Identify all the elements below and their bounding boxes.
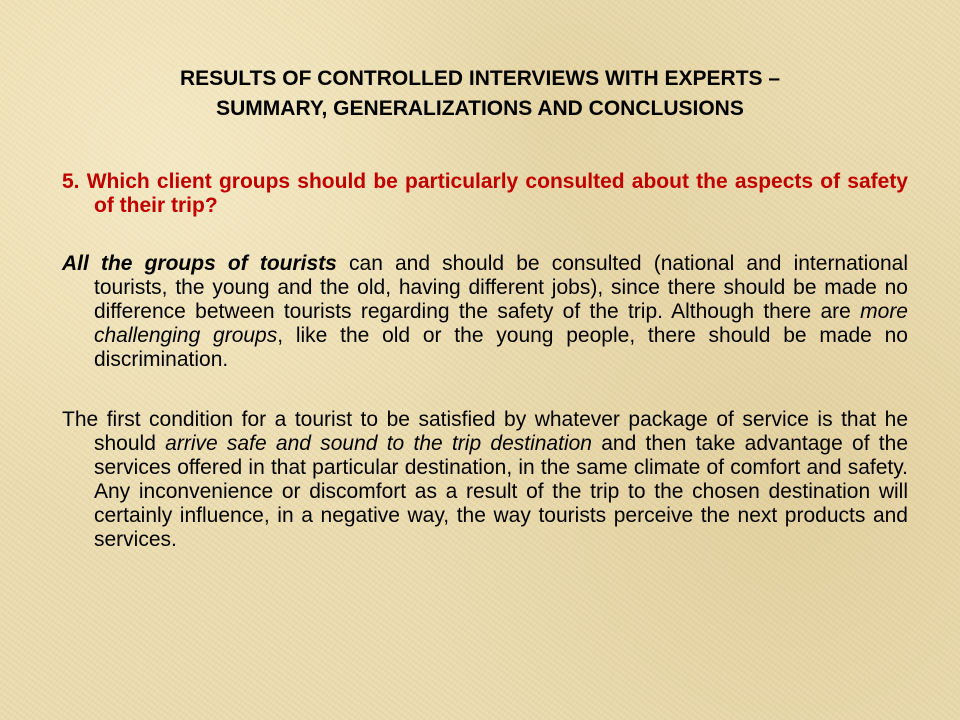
- question-text: 5. Which client groups should be particularly consulted about the aspects of safety of their trip?: [62, 170, 908, 217]
- answer-1-emphasis: more challenging groups: [94, 300, 908, 347]
- answer-2-text-a: The first condition for a tourist to be satisfied by whatever package of service is that he should: [62, 408, 908, 455]
- answer-1-lead: All the groups of tourists: [62, 252, 337, 275]
- answer-2-text-b: and then take advantage of the services offered in that particular destination, in the same climate of comfort and safety. Any inconvenience or discomfort as a result of the trip to the chosen destination will certainly influence, in a negative way, the way tourists perceive the next products and services.: [94, 432, 908, 551]
- answer-1-text-b: , like the old or the young people, there should be made no discrimination.: [94, 324, 908, 371]
- slide-title-line-1: RESULTS OF CONTROLLED INTERVIEWS WITH EXPERTS –: [179, 67, 781, 90]
- slide-body: [62, 170, 908, 552]
- slide-title-line-2: SUMMARY, GENERALIZATIONS AND CONCLUSIONS: [216, 97, 744, 120]
- answer-1-text-a: can and should be consulted (national and international tourists, the young and the old, having different jobs), since there should be made no difference between tourists regarding the safety of the trip. Although there are: [94, 252, 908, 323]
- answer-paragraph-1: [62, 252, 908, 372]
- answer-paragraph-2: [62, 408, 908, 552]
- answer-2-emphasis: arrive safe and sound to the trip destination: [165, 432, 592, 455]
- slide-title: [60, 64, 900, 124]
